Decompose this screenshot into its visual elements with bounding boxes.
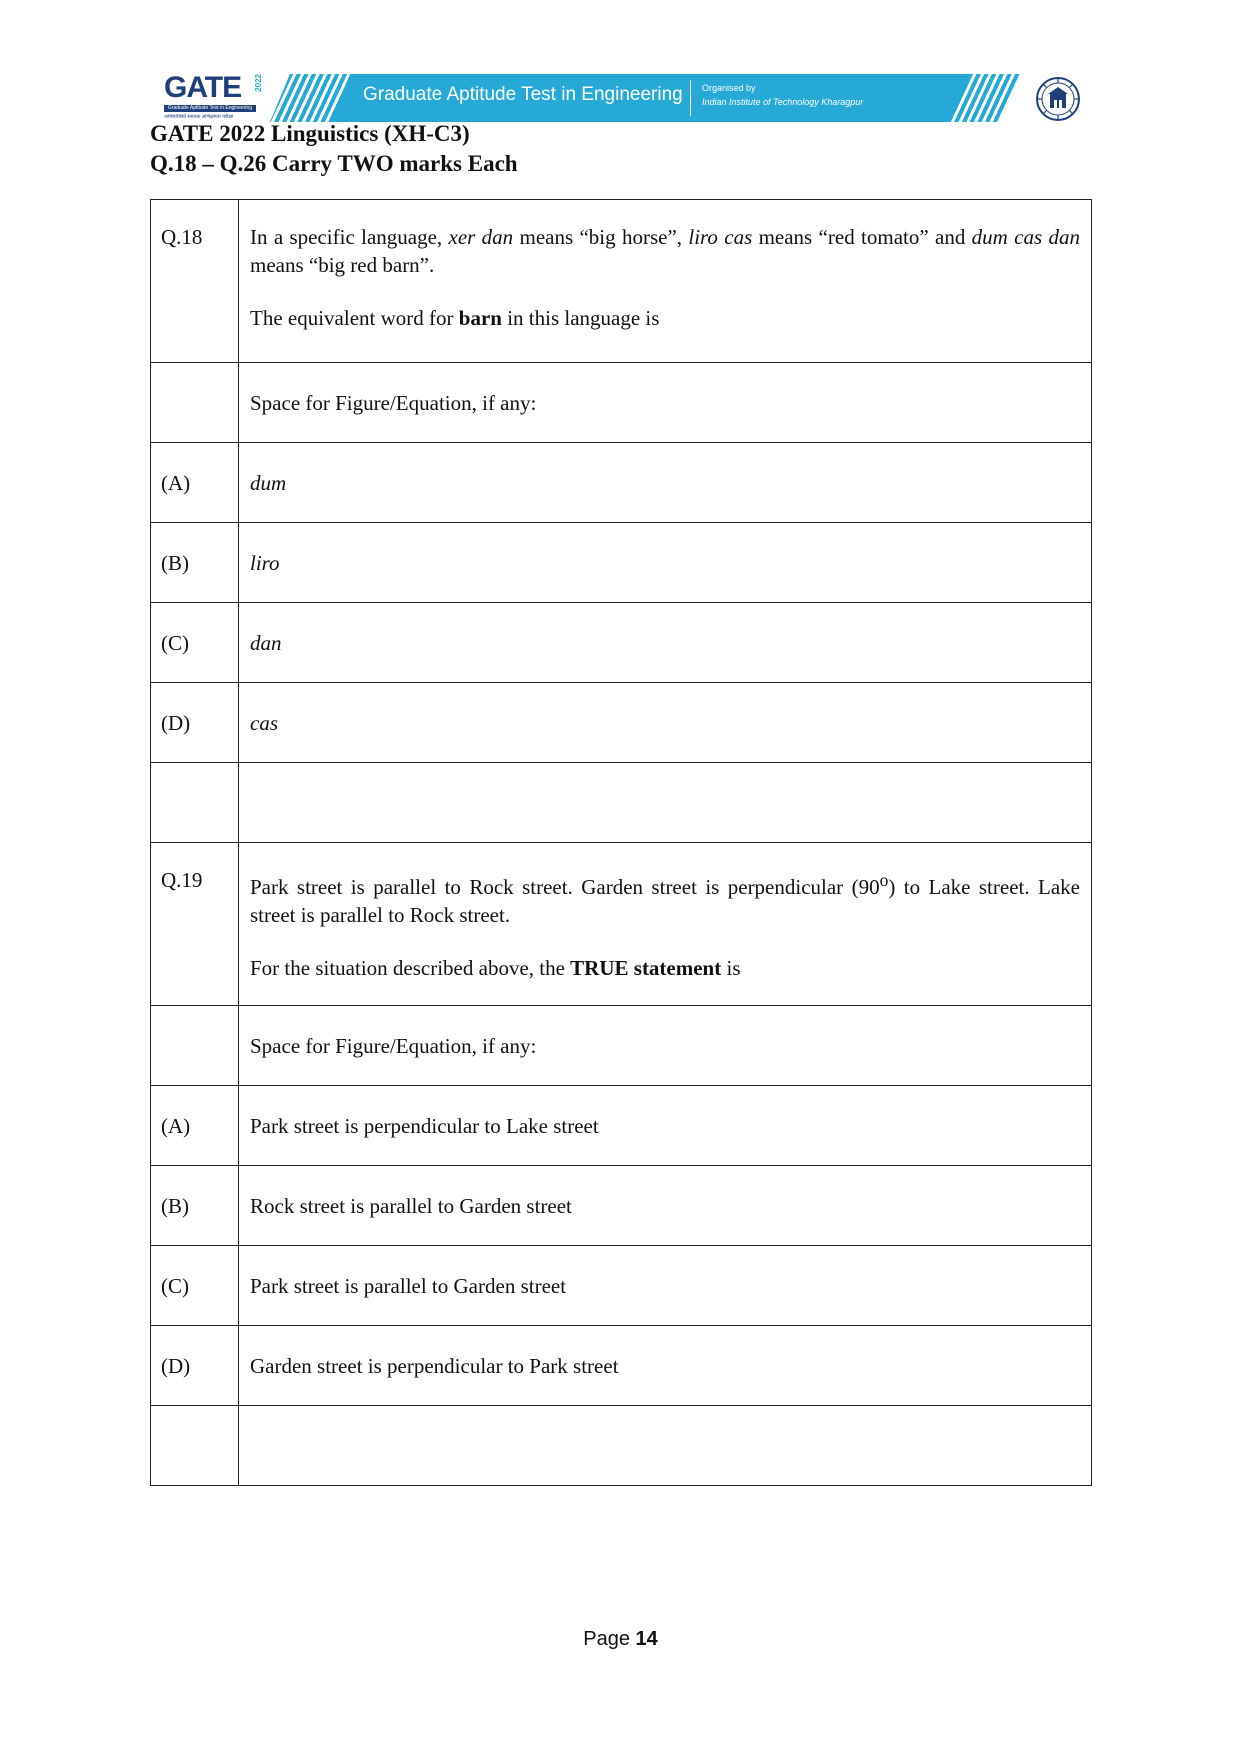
question-stem	[250, 866, 1080, 929]
empty-cell	[151, 1406, 239, 1486]
question-prompt	[250, 954, 1080, 982]
stem-italic-term: dum cas dan	[971, 225, 1080, 249]
prompt-bold-term: barn	[458, 306, 502, 330]
option-text: Rock street is parallel to Garden street	[239, 1166, 1092, 1246]
stem-text: Park street is parallel to Rock street. Garden street is perpendicular (90	[250, 875, 880, 899]
option-italic-text: dan	[250, 630, 282, 655]
question-row-q18	[151, 200, 1092, 363]
stem-italic-term: xer dan	[448, 225, 514, 249]
figure-space-row	[151, 1006, 1092, 1086]
figure-space-label: Space for Figure/Equation, if any:	[239, 363, 1092, 443]
option-row-c	[151, 603, 1092, 683]
option-text	[239, 683, 1092, 763]
option-row-b	[151, 523, 1092, 603]
option-italic-text: cas	[250, 710, 278, 735]
stem-text: means “big horse”,	[513, 225, 689, 249]
gate-logo-hindi: अभियांत्रिकी स्नातक अभिक्षमता परीक्षा	[164, 114, 234, 120]
option-label: (C)	[151, 603, 239, 683]
banner-organiser: Indian Institute of Technology Kharagpur	[702, 97, 864, 107]
stem-italic-term: liro cas	[688, 225, 753, 249]
option-label: (B)	[151, 1166, 239, 1246]
option-label: (C)	[151, 1246, 239, 1326]
option-text: Park street is parallel to Garden street	[239, 1246, 1092, 1326]
option-italic-text: liro	[250, 550, 280, 575]
stem-text: ) to Lake street. Lake street is parallel to Rock street.	[250, 875, 1080, 927]
empty-cell	[151, 363, 239, 443]
empty-cell	[239, 1406, 1092, 1486]
option-row-a	[151, 443, 1092, 523]
option-label: (D)	[151, 683, 239, 763]
banner-title: Graduate Aptitude Test in Engineering	[363, 84, 683, 105]
page-label: Page	[583, 1628, 636, 1650]
question-table	[150, 199, 1092, 1486]
header-banner	[160, 70, 1080, 126]
option-text	[239, 443, 1092, 523]
figure-space-label: Space for Figure/Equation, if any:	[239, 1006, 1092, 1086]
question-text	[239, 843, 1092, 1006]
prompt-text: For the situation described above, the	[250, 956, 571, 980]
iit-kharagpur-emblem-icon	[1035, 76, 1081, 122]
figure-space-row	[151, 363, 1092, 443]
blank-row	[151, 763, 1092, 843]
question-number: Q.19	[151, 843, 239, 1006]
question-row-q19	[151, 843, 1092, 1006]
question-text	[239, 200, 1092, 363]
option-text: Park street is perpendicular to Lake street	[239, 1086, 1092, 1166]
option-text	[239, 603, 1092, 683]
option-row-b	[151, 1166, 1092, 1246]
section-marks-title: Q.18 – Q.26 Carry TWO marks Each	[150, 151, 518, 176]
option-row-d	[151, 683, 1092, 763]
banner-divider	[690, 80, 691, 116]
gate-logo-year: 2022	[254, 74, 263, 92]
degree-superscript: o	[879, 870, 889, 890]
option-italic-text: dum	[250, 470, 287, 495]
option-text	[239, 523, 1092, 603]
question-number: Q.18	[151, 200, 239, 363]
option-label: (A)	[151, 443, 239, 523]
option-label: (B)	[151, 523, 239, 603]
paper-title: GATE 2022 Linguistics (XH-C3)	[150, 121, 470, 146]
prompt-text: in this language is	[501, 306, 660, 330]
prompt-bold-term: TRUE statement	[570, 956, 722, 980]
stem-text: In a specific language,	[250, 225, 449, 249]
empty-cell	[239, 763, 1092, 843]
gate-logo-word: GATE	[164, 71, 242, 104]
stem-text: means “red tomato” and	[752, 225, 972, 249]
page-number: 14	[635, 1628, 658, 1650]
option-row-d	[151, 1326, 1092, 1406]
empty-cell	[151, 763, 239, 843]
option-row-a	[151, 1086, 1092, 1166]
blank-row	[151, 1406, 1092, 1486]
stem-text: means “big red barn”.	[250, 253, 435, 277]
option-label: (A)	[151, 1086, 239, 1166]
empty-cell	[151, 1006, 239, 1086]
prompt-text: is	[721, 956, 741, 980]
option-text: Garden street is perpendicular to Park street	[239, 1326, 1092, 1406]
question-stem	[250, 223, 1080, 279]
option-row-c	[151, 1246, 1092, 1326]
option-label: (D)	[151, 1326, 239, 1406]
gate-logo	[160, 72, 272, 124]
question-prompt	[250, 304, 1080, 332]
page-footer	[0, 1628, 1241, 1651]
prompt-text: The equivalent word for	[250, 306, 459, 330]
banner-organised-by: Organised by	[702, 83, 756, 93]
gate-logo-tagline: Graduate Aptitude Test in Engineering	[164, 105, 256, 112]
